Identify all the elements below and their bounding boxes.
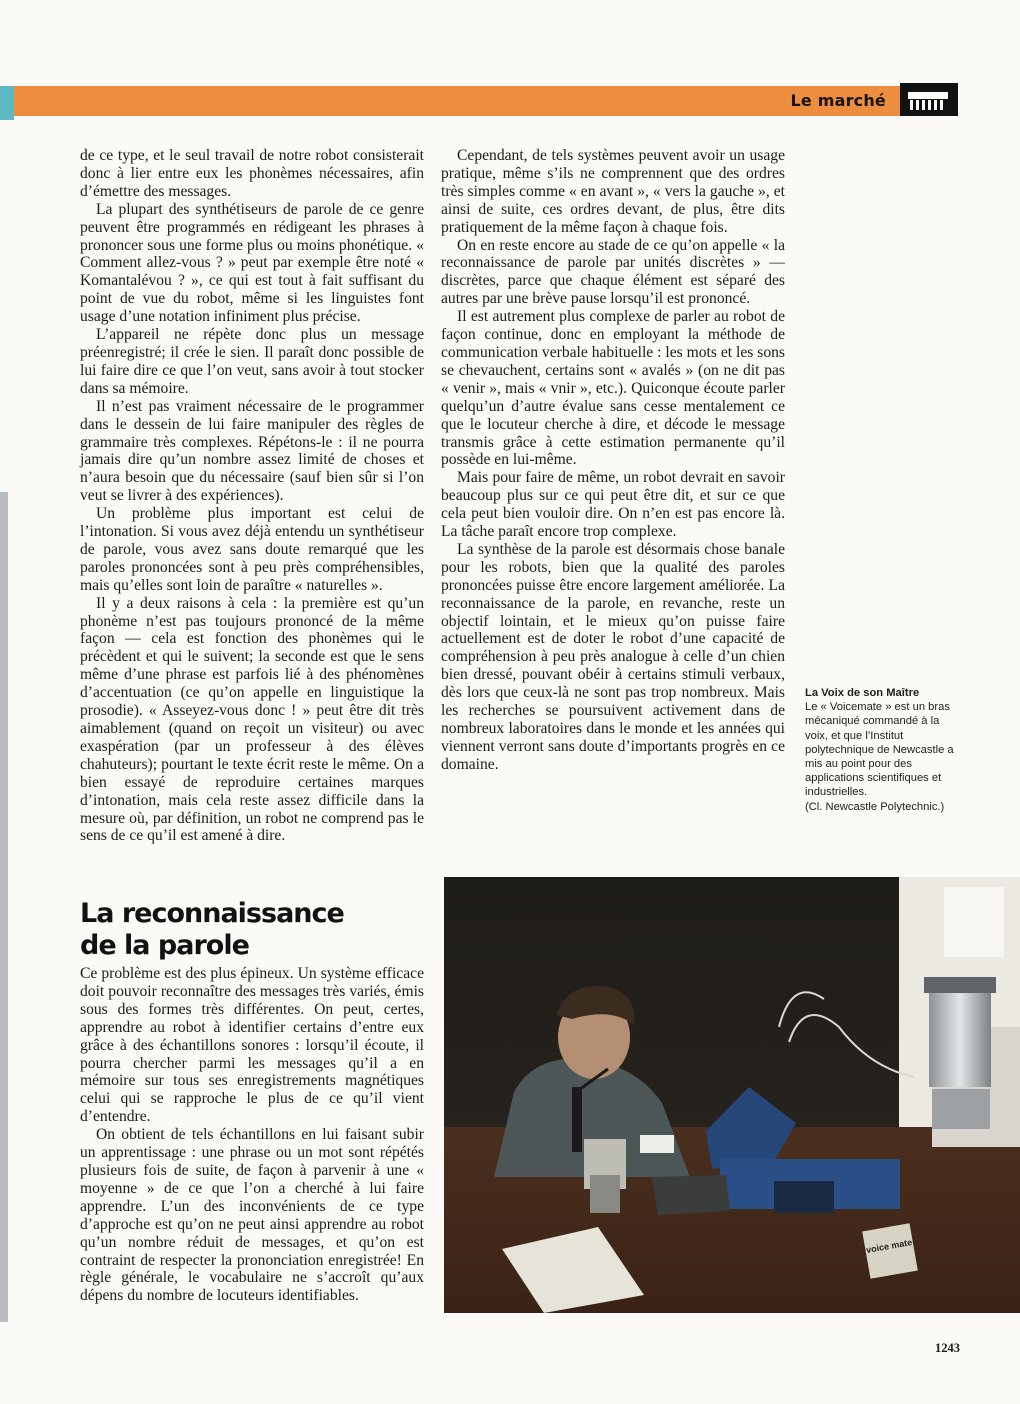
column-right — [441, 147, 785, 774]
left-edge-tab — [0, 86, 14, 120]
paragraph: Il est autrement plus complexe de parler au robot de façon continue, donc en employant la méthode de communication verbale habituelle : les mots et les sons se chevauchent, certains sont « avalés » (on ne dit pas « venir », mais « vnir », etc.). Quiconque écoute parler quelqu’un d’autre évalue sans cesse mentalement ce que le locuteur cherche à dire, et décode le message transmis grâce à cette estimation permanente qu’il possède en lui-même. — [441, 308, 785, 469]
robot-gripper-icon — [900, 83, 958, 116]
paragraph: On en reste encore au stade de ce qu’on appelle « la reconnaissance de parole par unités discrètes » — discrètes, parce que chaque élément est séparé des autres par une brève pause lorsqu’il est prononcé. — [441, 236, 785, 308]
column-left-upper — [80, 147, 424, 845]
photo-device-label: voice mate — [865, 1237, 913, 1256]
section-label: Le marché — [790, 91, 886, 110]
paragraph: La plupart des synthétiseurs de parole de ce genre peuvent être programmés en rédigeant les phrases à prononcer sous une forme plus ou moins phonétique. « Comment allez-vous ? » peut par exemple être noté « Komantalévou ? », ce qui est tout à fait suffisant du point de vue du robot, même si les linguistes font usage d’une notation infiniment plus précise. — [80, 200, 424, 326]
caption-title: La Voix de son Maître — [805, 687, 920, 699]
paragraph: L’appareil ne répète donc plus un message préenregistré; il crée le sien. Il paraît donc possible de lui faire dire ce que l’on veut, sans avoir à tout stocker dans sa mémoire. — [80, 326, 424, 397]
paragraph: Mais pour faire de même, un robot devrait en savoir beaucoup plus sur ce qui peut être dit, et sur ce que cela peut bien vouloir dire. On n’en est pas encore là. La tâche paraît encore trop complexe. — [441, 469, 785, 541]
paragraph: On obtient de tels échantillons en lui faisant subir un apprentissage : une phrase ou un mot sont répétés plusieurs fois de suite, de façon à parvenir à une « moyenne » de ce que l’on a cherché à lui faire apprendre. L’un des inconvénients de ce type d’approche est qu’on ne peut ainsi apprendre au robot qu’un nombre réduit de messages, et qu’on est contraint de respecter la prononciation enregistrée! En règle générale, le vocabulaire ne s’accroît qu’aux dépens du nombre de locuteurs identifiables. — [80, 1126, 424, 1305]
paragraph: Un problème plus important est celui de l’intonation. Si vous avez déjà entendu un synthétiseur de parole, vous avez sans doute remarqué que les paroles prononcées sont à peu près compréhensibles, mais qu’elles sont loin de paraître « naturelles ». — [80, 505, 424, 594]
paragraph: Ce problème est des plus épineux. Un système efficace doit pouvoir reconnaître des messages très variés, émis sous des formes très différentes. On peut, certes, apprendre au robot à identifier certains d’entre eux grâce à des échantillons sonores : lorsqu’il écoute, il pourra chercher parmi les messages qu’il a en mémoire sur tous ses enregistrements magnétiques celui qui se rapproche le plus de ce qu’il vient d’entendre. — [80, 965, 424, 1126]
photo-voicemate — [444, 877, 1020, 1313]
paragraph: Il n’est pas vraiment nécessaire de le programmer dans le dessein de lui faire manipuler des règles de grammaire très complexes. Répétons-le : il ne pourra jamais dire qu’un nombre assez limité de choses et n’aura besoin que du nécessaire (sauf bien sûr si l’on veut se livrer à des expériences). — [80, 397, 424, 505]
section-heading-line1: La reconnaissance — [80, 898, 344, 929]
photo-caption — [805, 686, 960, 814]
header-bar — [14, 86, 900, 116]
paragraph: Il y a deux raisons à cela : la première est qu’un phonème n’est pas toujours prononcé de la même façon — cela est fonction des phonèmes qui le précèdent et qui le suivent; la seconde est que le sens même d’une phrase est parfois lié à des phénomènes d’accentuation (ce qu’on appelle en linguistique la prosodie). « Asseyez-vous donc ! » peut être dit très aimablement (quand on reçoit un visiteur) ou avec exaspération (par un professeur à des élèves chahuteurs); pourtant le texte écrit reste le même. On a bien essayé de reproduire certaines marques d’intonation, mais cela reste assez difficile dans la mesure où, par définition, un robot ne comprend pas le sens de ce qu’il est amené à dire. — [80, 594, 424, 845]
left-edge-strip — [0, 492, 8, 1322]
paragraph: Cependant, de tels systèmes peuvent avoir un usage pratique, même s’ils ne comprennent que des ordres très simples comme « en avant », « vers la gauche », et ainsi de suite, ces ordres devant, de plus, être dits pratiquement de la même façon à chaque fois. — [441, 147, 785, 236]
page-number: 1243 — [935, 1341, 960, 1355]
section-heading-line2: de la parole — [80, 930, 249, 961]
paragraph: La synthèse de la parole est désormais chose banale pour les robots, bien que la qualité des paroles prononcées puisse être encore largement améliorée. La reconnaissance de la parole, en revanche, reste un objectif lointain, et le mieux qu’on puisse faire actuellement est de doter le robot d’une capacité de compréhension à peu près analogue à celle d’un chien bien dressé, pouvant obéir à certains stimuli verbaux, dès lors que ceux-là ne sont pas trop nombreux. Mais les recherches se poursuivent activement dans de nombreux laboratoires dans le monde et les années qui viennent verront sans doute d’importants progrès en ce domaine. — [441, 540, 785, 773]
paragraph: de ce type, et le seul travail de notre robot consisterait donc à lier entre eux les phonèmes nécessaires, afin d’émettre des messages. — [80, 147, 424, 200]
caption-text: Le « Voicemate » est un bras mécaniqué commandé à la voix, et que l’Institut polytechnique de Newcastle a mis au point pour des applications scientifiques et industrielles. — [805, 701, 954, 799]
caption-credit: (Cl. Newcastle Polytechnic.) — [805, 800, 945, 813]
column-left-lower — [80, 965, 424, 1305]
section-heading — [80, 898, 344, 962]
